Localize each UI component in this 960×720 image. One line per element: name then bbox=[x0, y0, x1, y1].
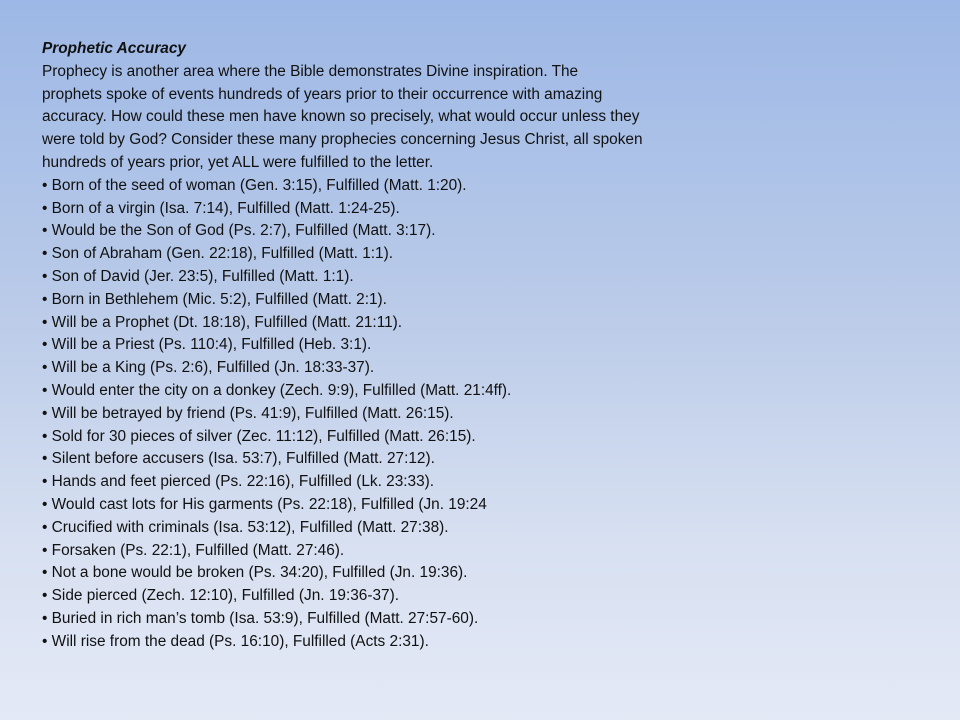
prophecy-list-item: • Crucified with criminals (Isa. 53:12), Fulfilled (Matt. 27:38). bbox=[42, 518, 449, 536]
intro-line: Prophecy is another area where the Bible demonstrates Divine inspiration. The bbox=[42, 62, 579, 80]
prophecy-list-item: • Side pierced (Zech. 12:10), Fulfilled (Jn. 19:36-37). bbox=[42, 587, 399, 605]
prophecy-list-item: • Will be a Priest (Ps. 110:4), Fulfilled (Heb. 3:1). bbox=[42, 336, 372, 354]
prophecy-list-item: • Born of a virgin (Isa. 7:14), Fulfilled (Matt. 1:24-25). bbox=[42, 199, 400, 217]
prophecy-list-item: • Sold for 30 pieces of silver (Zec. 11:12), Fulfilled (Matt. 26:15). bbox=[42, 427, 476, 445]
prophecy-list-item: • Will be a Prophet (Dt. 18:18), Fulfilled (Matt. 21:11). bbox=[42, 313, 403, 331]
prophecy-list-item: • Would enter the city on a donkey (Zech. 9:9), Fulfilled (Matt. 21:4ff). bbox=[42, 381, 512, 399]
prophecy-list-item: • Forsaken (Ps. 22:1), Fulfilled (Matt. 27:46). bbox=[42, 541, 345, 559]
prophecy-list-item: • Hands and feet pierced (Ps. 22:16), Fulfilled (Lk. 23:33). bbox=[42, 473, 435, 491]
intro-line: prophets spoke of events hundreds of years prior to their occurrence with amazing bbox=[42, 85, 603, 103]
intro-line: accuracy. How could these men have known so precisely, what would occur unless they bbox=[42, 108, 640, 126]
intro-paragraph bbox=[42, 61, 722, 175]
prophecy-list-item: • Not a bone would be broken (Ps. 34:20), Fulfilled (Jn. 19:36). bbox=[42, 564, 468, 582]
prophecy-list-item: • Buried in rich man’s tomb (Isa. 53:9), Fulfilled (Matt. 27:57-60). bbox=[42, 609, 479, 627]
prophecy-list-item: • Will be betrayed by friend (Ps. 41:9), Fulfilled (Matt. 26:15). bbox=[42, 404, 454, 422]
slide-title: Prophetic Accuracy bbox=[42, 40, 186, 57]
slide-text-body bbox=[42, 38, 722, 654]
prophecy-list-item: • Son of Abraham (Gen. 22:18), Fulfilled (Matt. 1:1). bbox=[42, 245, 393, 263]
intro-line: were told by God? Consider these many prophecies concerning Jesus Christ, all spoken bbox=[42, 131, 643, 149]
prophecy-list-item: • Silent before accusers (Isa. 53:7), Fulfilled (Matt. 27:12). bbox=[42, 450, 435, 468]
prophecy-list-item: • Will be a King (Ps. 2:6), Fulfilled (Jn. 18:33-37). bbox=[42, 359, 375, 377]
prophecy-list-item: • Born in Bethlehem (Mic. 5:2), Fulfilled (Matt. 2:1). bbox=[42, 290, 387, 308]
prophecy-list-item: • Would be the Son of God (Ps. 2:7), Fulfilled (Matt. 3:17). bbox=[42, 222, 436, 240]
prophecy-list-item: • Son of David (Jer. 23:5), Fulfilled (Matt. 1:1). bbox=[42, 267, 354, 285]
prophecy-list-item: • Will rise from the dead (Ps. 16:10), Fulfilled (Acts 2:31). bbox=[42, 632, 429, 650]
prophecy-list bbox=[42, 175, 722, 654]
prophecy-list-item: • Born of the seed of woman (Gen. 3:15), Fulfilled (Matt. 1:20). bbox=[42, 176, 467, 194]
intro-line: hundreds of years prior, yet ALL were fulfilled to the letter. bbox=[42, 153, 434, 171]
prophecy-list-item: • Would cast lots for His garments (Ps. 22:18), Fulfilled (Jn. 19:24 bbox=[42, 495, 487, 513]
